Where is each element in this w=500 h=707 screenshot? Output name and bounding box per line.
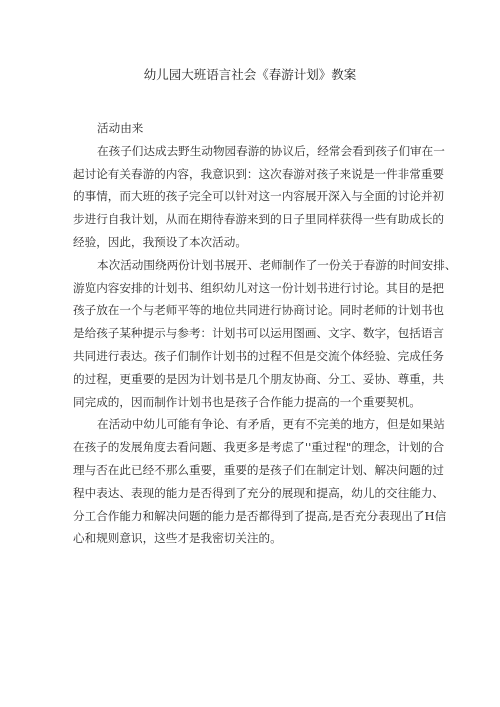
document-body <box>73 117 457 550</box>
paragraph-line: 在活动中幼儿可能有争论、有矛盾，更有不完美的地方，但是如果站 <box>97 417 445 432</box>
paragraph-line: 孩子放在一个与老师平等的地位共同进行协商讨论。同时老师的计划书也 <box>73 303 445 318</box>
paragraph-line: 在孩子的发展角度去看问题、我更多是考虑了''重过程"的理念，计划的合 <box>73 440 445 455</box>
paragraph-3 <box>73 413 447 550</box>
paragraph-1 <box>73 140 445 254</box>
paragraph-line: 理与否在此已经不那么重要，重要的是孩子们在制定计划、解决问题的过 <box>73 462 445 477</box>
paragraph-line: 是给孩子某种提示与参考：计划书可以运用图画、文字、数字，包括语言 <box>73 326 445 341</box>
paragraph-line: 共同进行表达。孩子们制作计划书的过程不但是交流个体经验、完成任务 <box>73 348 445 363</box>
paragraph-line: 经验，因此，我预设了本次活动。 <box>73 234 247 249</box>
paragraph-line: 的事情，而大班的孩子完全可以针对这一内容展开深入与全面的讨论并初 <box>73 189 445 204</box>
paragraph-line: 起讨论有关春游的内容，我意识到：这次春游对孩子来说是一件非常重要 <box>73 166 445 181</box>
paragraph-line: 步进行自我计划，从而在期待春游来到的日子里同样获得一些有助成长的 <box>73 212 445 227</box>
paragraph-line: 本次活动围绕两份计划书展开、老师制作了一份关于春游的时间安排、 <box>97 257 457 272</box>
paragraph-line: 同完成的，因而制作计划书也是孩子合作能力提高的一个重要契机。 <box>73 394 421 409</box>
paragraph-2 <box>73 254 457 414</box>
paragraph-line: 的过程，更重要的是因为计划书是几个朋友协商、分工、妥协、尊重，共 <box>73 371 445 386</box>
paragraph-line: 程中表达、表现的能力是否得到了充分的展现和提高，幼儿的交往能力、 <box>73 485 445 500</box>
section-heading: 活动由来 <box>97 121 144 135</box>
paragraph-line: 游览内容安排的计划书、组织幼儿对这一份计划书进行讨论。其目的是把 <box>73 280 445 295</box>
paragraph-line: 在孩子们达成去野生动物园春游的协议后，经常会看到孩子们审在一 <box>97 143 445 158</box>
document-title: 幼儿园大班语言社会《春游计划》教案 <box>143 67 357 82</box>
paragraph-line: 心和规则意识，这些才是我密切关注的。 <box>73 531 282 546</box>
paragraph-line: 分工合作能力和解决问题的能力是否都得到了提高,是否充分表现出了H信 <box>73 508 447 523</box>
